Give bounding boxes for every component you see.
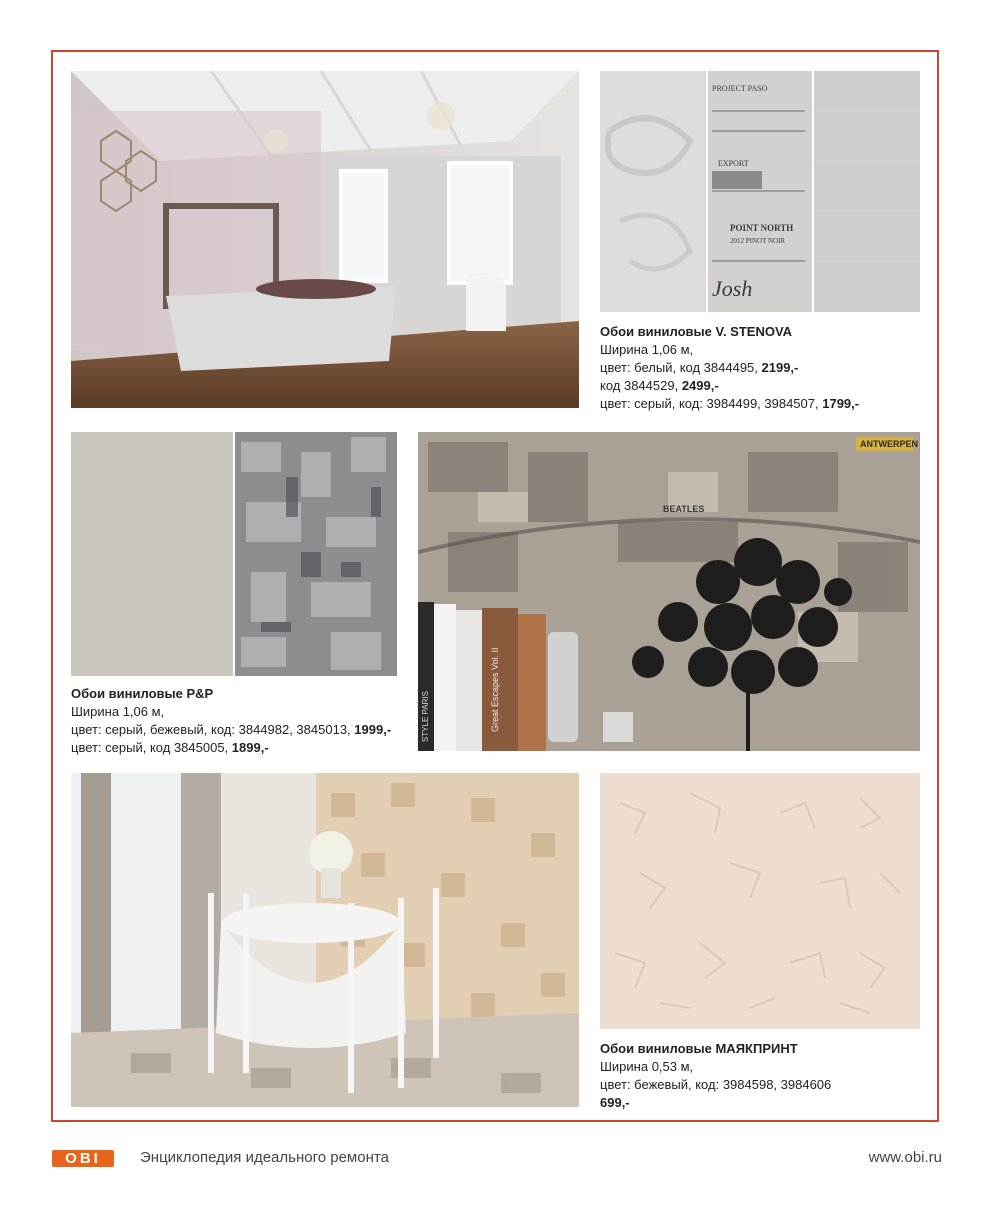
wp-text-point: POINT NORTH [730,223,794,233]
wp-text-project: PROJECT PASO [712,84,768,93]
wp-text-pinot: 2012 PINOT NOIR [730,237,786,245]
stenova-caption [600,323,859,413]
dining-photo [71,773,579,1107]
wp-text-antwerpen: ANTWERPEN [860,439,918,449]
wp-text-josh: Josh [712,276,753,301]
mayakprint-caption [600,1040,831,1112]
price: 1999,- [354,722,392,737]
price: 1799,- [822,396,860,411]
product-line: код 3844529, 2499,- [600,378,719,393]
obi-logo: OBI [52,1150,114,1167]
mayakprint-swatch [600,773,920,1029]
price: 699,- [600,1095,630,1110]
pp-swatches [71,432,397,676]
product-title: Обои виниловые МАЯКПРИНТ [600,1041,798,1056]
product-line: Ширина 1,06 м, [71,704,165,719]
product-line: цвет: бежевый, код: 3984598, 3984606 [600,1077,832,1092]
product-line: Ширина 0,53 м, [600,1059,694,1074]
wp-text-beatles: BEATLES [663,504,705,514]
city-wallpaper-photo [418,432,920,751]
product-line: цвет: белый, код 3844495, 2199,- [600,360,799,375]
product-line: цвет: серый, бежевый, код: 3844982, 3845013, 1999,- [71,722,392,737]
bedroom-photo [71,71,579,408]
product-line: цвет: серый, код 3845005, 1899,- [71,740,269,755]
product-line: цвет: серый, код: 3984499, 3984507, 1799,- [600,396,860,411]
footer-url[interactable]: www.obi.ru [868,1149,942,1166]
footer-tagline: Энциклопедия идеального ремонта [140,1149,389,1166]
product-title: Обои виниловые V. STENOVA [600,324,793,339]
price: 2199,- [761,360,799,375]
product-title: Обои виниловые P&P [71,686,214,701]
stenova-swatches [600,71,920,312]
pp-caption [71,685,391,757]
wp-text-export: EXPORT [718,159,749,168]
product-line: Ширина 1,06 м, [600,342,694,357]
wp-text-book: Great Escapes Vol. II [490,647,500,732]
price: 2499,- [681,378,719,393]
wp-text-style: STYLE PARIS [421,691,430,742]
product-line [600,1094,831,1112]
price: 1899,- [231,740,269,755]
